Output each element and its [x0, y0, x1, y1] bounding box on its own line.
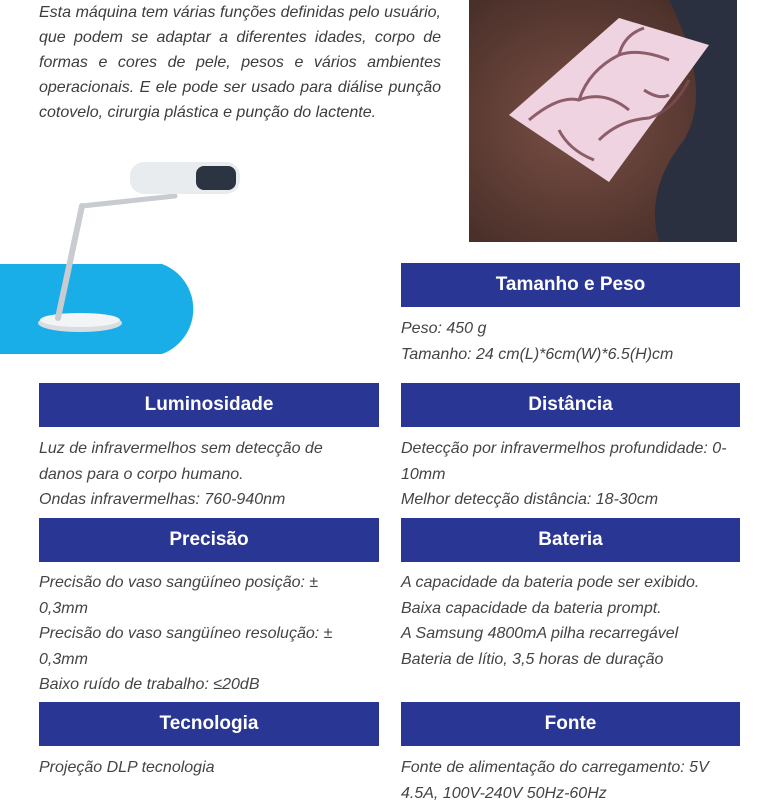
text-line: Detecção por infravermelhos profundidade: 0-10mm: [401, 440, 727, 483]
header-bateria: Bateria: [401, 518, 740, 562]
body-tecnologia: [39, 755, 359, 781]
text-line: Peso: 450 g: [401, 320, 487, 337]
text-line: A capacidade da bateria pode ser exibido.: [401, 574, 700, 591]
header-fonte: Fonte: [401, 702, 740, 746]
header-tecnologia: Tecnologia: [39, 702, 379, 746]
body-fonte: [401, 755, 731, 806]
body-precisao: [39, 570, 359, 698]
text-line: Baixo ruído de trabalho: ≤20dB: [39, 676, 260, 693]
body-tamanho-peso: [401, 316, 740, 367]
text-line: Ondas infravermelhas: 760-940nm: [39, 491, 286, 508]
intro-text: Esta máquina tem várias funções definidas pelo usuário, que podem se adaptar a diferentes idades, corpo de formas e cores de pele, pesos e vários ambientes operacionais. E ele pode ser usado para diálise punção cotovelo, cirurgia plástica e punção do lactente.: [39, 4, 441, 121]
header-tamanho-peso: Tamanho e Peso: [401, 263, 740, 307]
body-bateria: [401, 570, 740, 672]
text-line: Precisão do vaso sangüíneo posição: ± 0,3mm: [39, 574, 319, 617]
text-line: Bateria de lítio, 3,5 horas de duração: [401, 650, 664, 668]
text-line: A Samsung 4800mA pilha recarregável: [401, 625, 679, 642]
body-luminosidade: [39, 436, 359, 513]
body-distancia: [401, 436, 736, 513]
text-line: Precisão do vaso sangüíneo resolução: ± 0,3mm: [39, 625, 333, 668]
text-line: Baixa capacidade da bateria prompt.: [401, 599, 662, 617]
text-line: Tamanho: 24 cm(L)*6cm(W)*6.5(H)cm: [401, 345, 674, 363]
header-precisao: Precisão: [39, 518, 379, 562]
text-line: Melhor detecção distância: 18-30cm: [401, 491, 659, 508]
vein-finder-device-image: [0, 150, 260, 360]
text-line: Luz de infravermelhos sem detecção de danos para o corpo humano.: [39, 440, 323, 483]
header-distancia: Distância: [401, 383, 740, 427]
vein-projection-photo: [469, 0, 737, 242]
text-line: Projeção DLP tecnologia: [39, 759, 215, 776]
text-line: Fonte de alimentação do carregamento: 5V 4.5A, 100V-240V 50Hz-60Hz: [401, 759, 709, 802]
header-luminosidade: Luminosidade: [39, 383, 379, 427]
